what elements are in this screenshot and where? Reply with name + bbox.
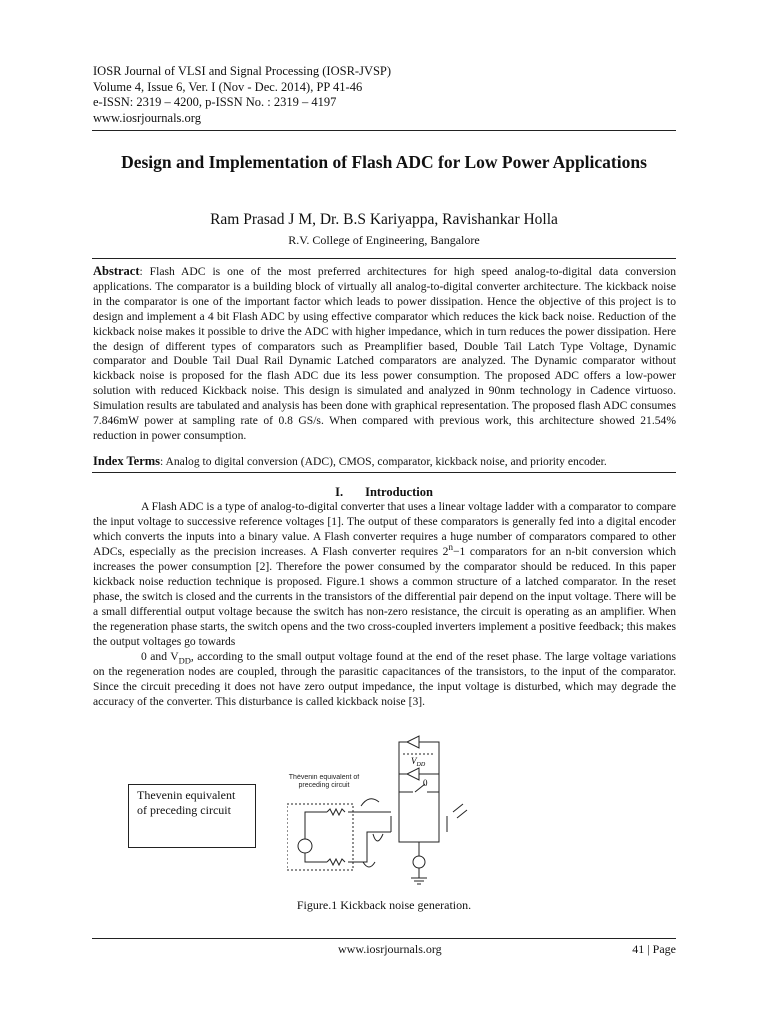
index-terms-text: : Analog to digital conversion (ADC), CMOS, comparator, kickback noise, and priority encoder. — [160, 455, 607, 468]
journal-website[interactable]: www.iosrjournals.org — [93, 110, 201, 125]
top-inverter-icon — [407, 736, 419, 748]
kickback-arc-left-icon — [361, 799, 379, 806]
paper-authors: Ram Prasad J M, Dr. B.S Kariyappa, Ravishankar Holla — [210, 211, 558, 228]
math-rest: −1 — [452, 545, 466, 558]
lower-inverter-icon — [407, 768, 419, 780]
math-exponent: n — [448, 542, 453, 553]
paper-affiliation: R.V. College of Engineering, Bangalore — [288, 233, 480, 247]
kickback-arc-right-icon — [453, 804, 467, 818]
resistor-top-icon — [327, 809, 345, 815]
body-text — [93, 499, 676, 709]
math-2n-1 — [442, 542, 466, 558]
kickback-circuit-figure — [287, 732, 491, 890]
journal-issn: e-ISSN: 2319 – 4200, p-ISSN No. : 2319 – 4197 — [93, 95, 337, 109]
paragraph-1-part-b: comparators for an n-bit conversion which increases the power consumption [2]. Therefore the power consumed by the comparator should be reduced. In this paper kickback noise reduction technique is proposed. Figure.1 shows a common structure of a latched comparator. In the reset phase, the switch is closed and the currents in the transistors of the differential pair depend on the input voltage. There will be a small differential output voltage because the switch has non-zero resistance, the circuit is operating as an amplifier. When the regeneration phase starts, the switch opens and the two cross-coupled inverters implement a positive feedback; this makes the output voltages go towards — [93, 545, 676, 648]
header-rule — [92, 130, 676, 131]
journal-header — [93, 64, 391, 126]
abstract — [93, 264, 676, 444]
abstract-text: : Flash ADC is one of the most preferred architectures for high speed analog-to-digital data conversion applications. The comparator is a building block of virtually all analog-to-digital converter architecture. The kickback noise in the comparator is one of the important factor which leads to power dissipation. Hence the objective of this project is to design and implement a 4 bit Flash ADC by using effective comparator which reduces the kick back noise. Reduction of the kickback noise makes it possible to drive the ADC with higher impedance, which in turn reduces the power dissipation. Here the design of different types of comparators such as Preamplifier based, Double Tail Latch Type Voltage, Dynamic comparator and Double Tail Dual Rail Dynamic Latched comparators are analyzed. The Dynamic comparator without kickback noise is proposed for the flash ADC due its less power consumption. The proposed ADC offers a low-power solution with reduced Kickback noise. This design is simulated and analyzed in 90nm technology in Cadence virtuoso. Simulation results are tabulated and analysis has been done with graphical representation. The proposed flash ADC consumes 7.846mW power at sampling rate of 0.8 GS/s. When compared with previous work, this architecture showed 21.54% reduction in power consumption. — [93, 265, 676, 442]
resistor-bottom-icon — [327, 859, 345, 865]
vdd-subscript: DD — [178, 655, 191, 666]
abstract-label: Abstract — [93, 264, 140, 278]
journal-volume: Volume 4, Issue 6, Ver. I (Nov - Dec. 2014), PP 41-46 — [93, 79, 363, 94]
section-title: Introduction — [365, 485, 433, 499]
paragraph-2-part-b: , according to the small output voltage found at the end of the reset phase. The large voltage variations on the regeneration nodes are coupled, through the parasitic capacitances of the transistors, to the input of the comparator. Since the circuit preceding it does not have zero output impedance, the input voltage is disturbed, which may degrade the accuracy of the converter. This disturbance is called kickback noise [3]. — [93, 650, 676, 708]
index-terms-label: Index Terms — [93, 454, 161, 468]
inner-thevenin-label: Thévenin equivalent of preceding circuit — [288, 774, 360, 789]
page-number: 41 | Page — [632, 942, 676, 956]
math-base: 2 — [442, 545, 449, 558]
section-number: I. — [335, 485, 344, 499]
journal-name: IOSR Journal of VLSI and Signal Processing (IOSR-JVSP) — [93, 64, 392, 78]
voltage-source-icon — [298, 839, 312, 853]
zero-label: 0 — [423, 778, 428, 788]
index-terms — [93, 454, 676, 469]
footer-website[interactable]: www.iosrjournals.org — [338, 942, 442, 956]
paragraph-1 — [93, 499, 676, 649]
vdd-label: $V_{DD}$ — [411, 756, 426, 768]
thevenin-callout-box: Thevenin equivalent of preceding circuit — [128, 784, 256, 848]
figure-caption: Figure.1 Kickback noise generation. — [296, 898, 472, 912]
abstract-bottom-rule — [92, 472, 676, 473]
abstract-top-rule — [92, 258, 676, 259]
section-heading — [92, 485, 676, 500]
paragraph-2-part-a: 0 and V — [141, 650, 179, 663]
tail-current-source-icon — [413, 856, 425, 868]
paragraph-2 — [93, 649, 676, 709]
footer-rule — [92, 938, 676, 939]
ground-icon — [411, 878, 427, 884]
paragraph-1-part-a: A Flash ADC is a type of analog-to-digital converter that uses a linear voltage ladder with a comparator to compare the input voltage to successive reference voltages [1]. The output of these comparators is generally fed into a digital encoder which converts the inputs into a binary value. A Flash converter requires a huge number of comparators compared to other ADCs, especially as the precision increases. A Flash converter requires — [93, 500, 676, 558]
paper-title: Design and Implementation of Flash ADC for Low Power Applications — [121, 152, 647, 172]
